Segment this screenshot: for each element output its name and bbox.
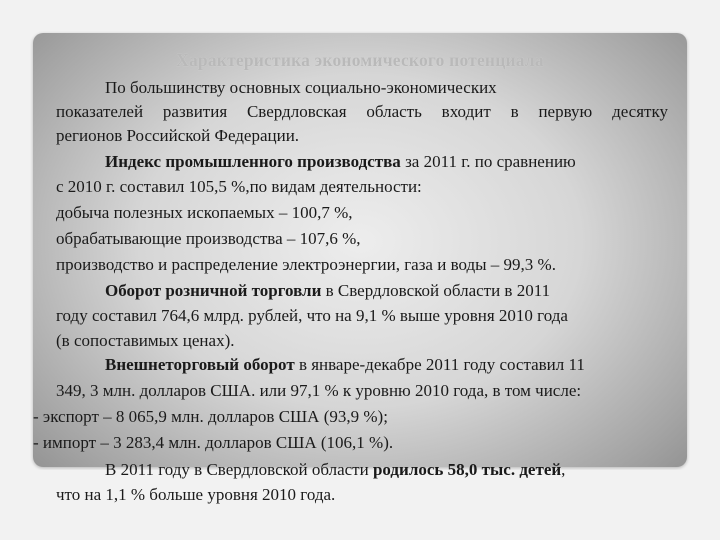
- p3-lead-rest: в Свердловской области в 2011: [321, 281, 551, 300]
- p2-lead-rest: за 2011 г. по сравнению: [400, 152, 576, 171]
- p2-lead-line: [105, 152, 576, 172]
- p4-line-1: 349, 3 млн. долларов США. или 97,1 % к уровню 2010 года, в том числе:: [56, 381, 582, 400]
- p1-line-3: регионов Российской Федерации.: [56, 126, 300, 145]
- p3-lead-line: [105, 281, 550, 301]
- slide-bottom-area: [0, 470, 720, 540]
- import-line: - импорт – 3 283,4 млн. долларов США (106,1 %).: [33, 433, 394, 452]
- p3-line-2: (в сопоставимых ценах).: [56, 331, 235, 350]
- p5-lead: В 2011 году в Свердловской области: [105, 460, 373, 479]
- births-value: родилось 58,0 тыс. детей: [372, 460, 562, 479]
- p1-line-1: По большинству основных социально-экономических: [105, 78, 497, 97]
- p2-line-4: производство и распределение электроэнергии, газа и воды – 99,3 %.: [56, 255, 556, 274]
- foreign-trade-label: Внешнеторговый оборот: [105, 355, 295, 374]
- p5-after: ,: [561, 460, 566, 479]
- p2-line-3: обрабатывающие производства – 107,6 %,: [56, 229, 361, 248]
- retail-turnover-label: Оборот розничной торговли: [105, 281, 322, 300]
- p4-lead-line: [105, 355, 585, 375]
- industrial-index-label: Индекс промышленного производства: [105, 152, 401, 171]
- p3-line-1: году составил 764,6 млрд. рублей, что на 9,1 % выше уровня 2010 года: [56, 306, 568, 325]
- p1-line-2: показателей развития Свердловская область входит в первую десятку: [56, 102, 668, 121]
- p4-lead-rest: в январе-декабре 2011 году составил 11: [294, 355, 585, 374]
- p2-line-1: с 2010 г. составил 105,5 %,по видам деятельности:: [56, 177, 422, 196]
- p2-line-2: добыча полезных ископаемых – 100,7 %,: [56, 203, 353, 222]
- p5-line-1: что на 1,1 % больше уровня 2010 года.: [56, 485, 336, 504]
- content-panel: [33, 33, 687, 467]
- slide-title: Характеристика экономического потенциала: [176, 50, 544, 70]
- export-line: - экспорт – 8 065,9 млн. долларов США (93,9 %);: [33, 407, 388, 426]
- p5-lead-line: [105, 460, 565, 480]
